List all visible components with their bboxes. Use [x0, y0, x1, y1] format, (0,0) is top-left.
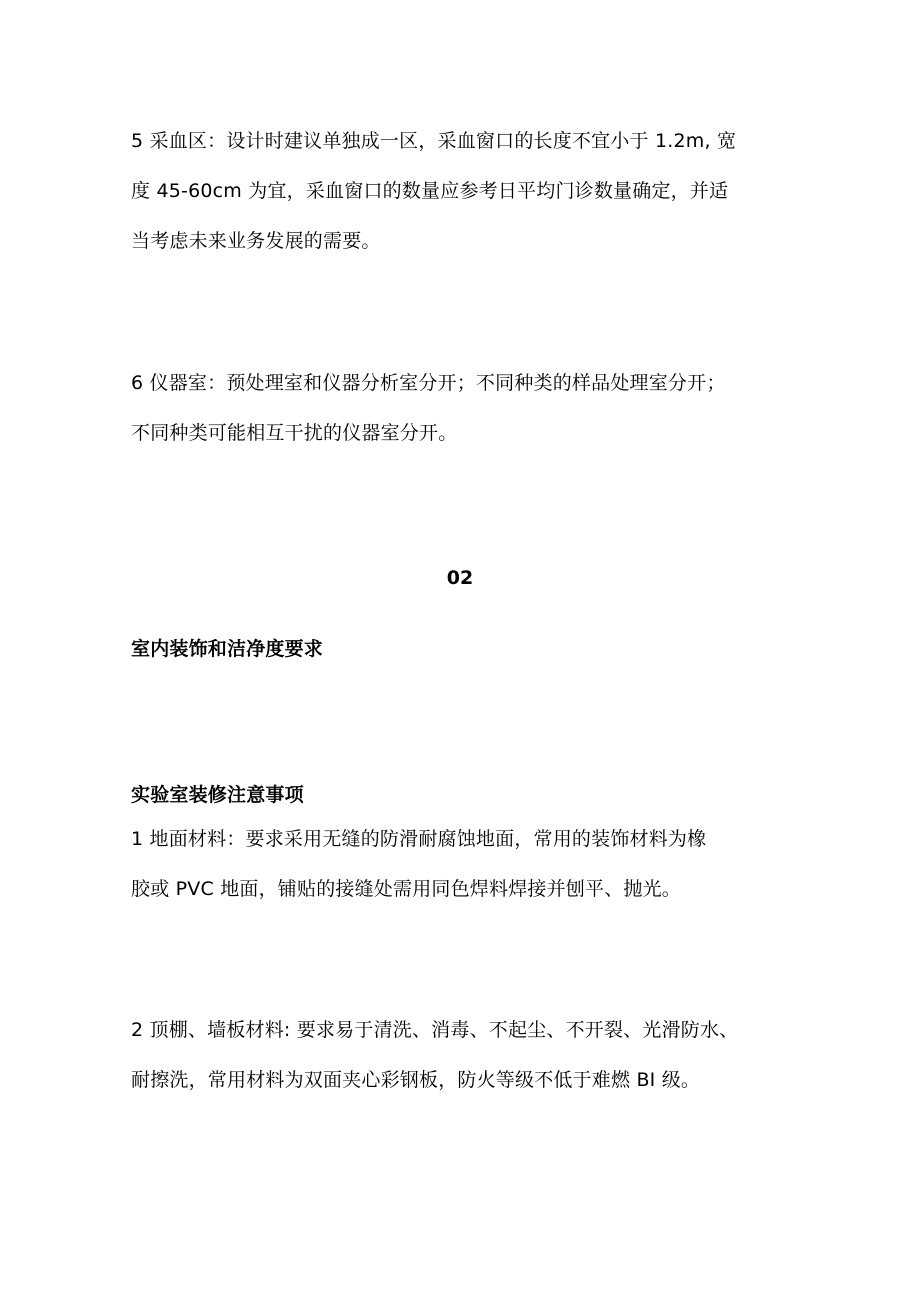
part-number: 02 — [446, 567, 474, 589]
section5-line-3: 当考虑未来业务发展的需要。 — [131, 230, 381, 252]
section5-line-2: 度 45-60cm 为宜，采血窗口的数量应参考日平均门诊数量确定，并适 — [131, 180, 729, 202]
section6-line-2: 不同种类可能相互干扰的仪器室分开。 — [131, 422, 458, 444]
item1-line-2: 胶或 PVC 地面，铺贴的接缝处需用同色焊料焊接并刨平、抛光。 — [131, 878, 682, 900]
item2-line-2: 耐擦洗，常用材料为双面夹心彩钢板，防火等级不低于难燃 BI 级。 — [131, 1069, 701, 1091]
item2-line-1: 2 顶棚、墙板材料: 要求易于清洗、消毒、不起尘、不开裂、光滑防水、 — [131, 1019, 739, 1041]
item1-line-1: 1 地面材料：要求采用无缝的防滑耐腐蚀地面，常用的装饰材料为橡 — [131, 828, 707, 850]
section5-line-1: 5 采血区：设计时建议单独成一区，采血窗口的长度不宜小于 1.2m, 宽 — [131, 130, 737, 152]
section-subtitle: 实验室装修注意事项 — [131, 784, 304, 806]
section-title: 室内装饰和洁净度要求 — [131, 638, 324, 660]
section6-line-1: 6 仪器室：预处理室和仪器分析室分开；不同种类的样品处理室分开； — [131, 372, 726, 394]
